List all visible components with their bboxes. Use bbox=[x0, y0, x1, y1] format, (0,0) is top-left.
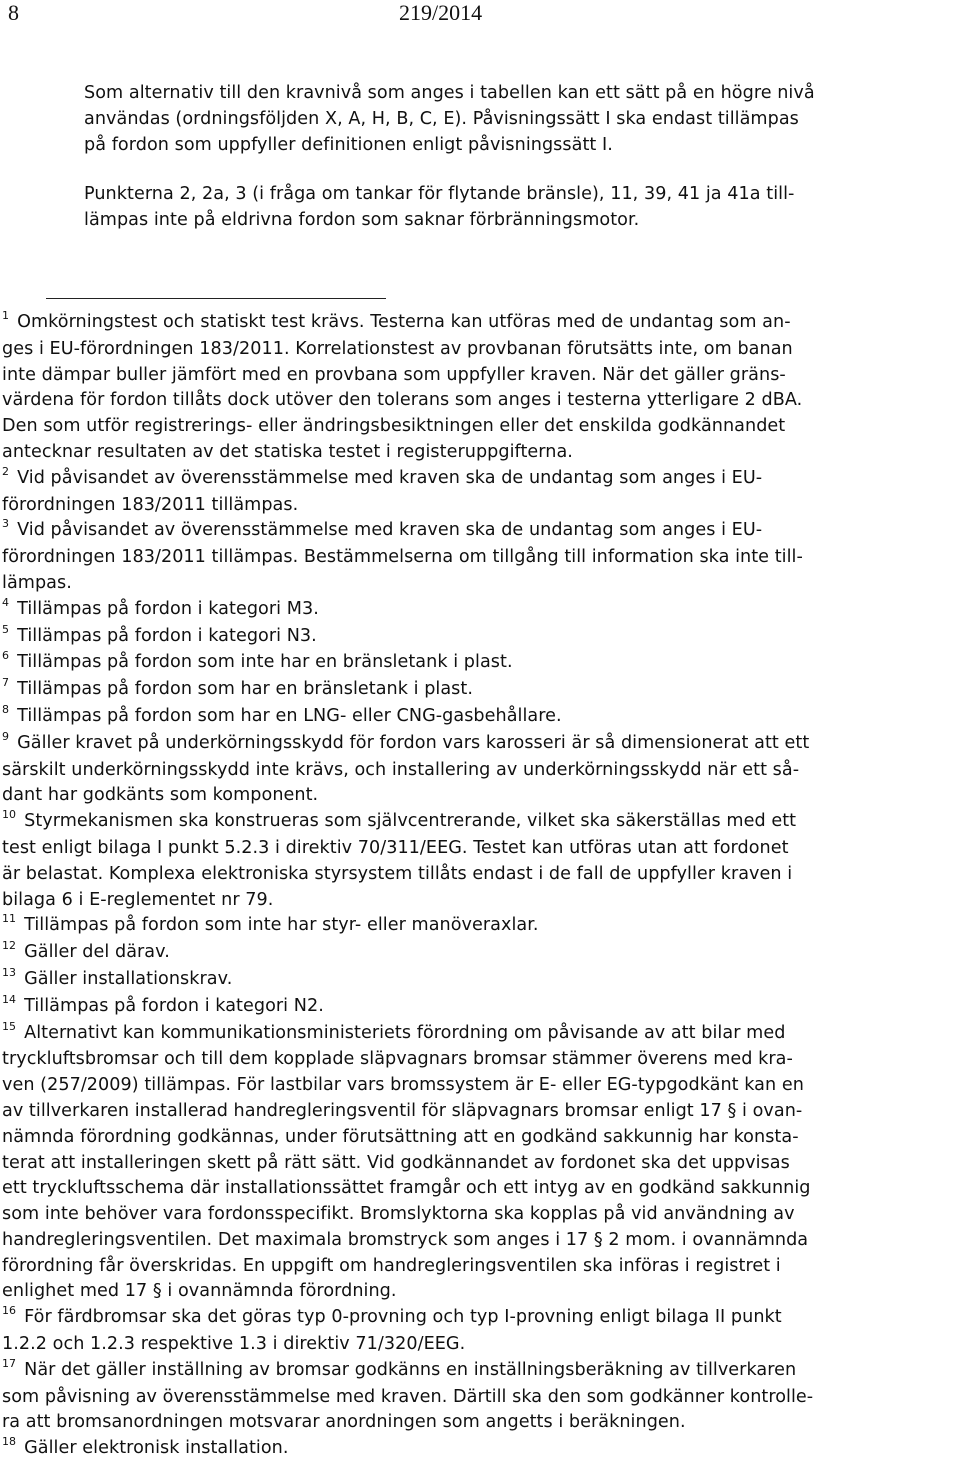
footnote-line bbox=[2, 1410, 952, 1436]
footnotes-section bbox=[2, 310, 952, 1463]
footnote-number: 5 bbox=[2, 622, 10, 636]
footnote-text: Tillämpas på fordon som har en LNG- eller CNG-gasbehållare. bbox=[17, 705, 562, 726]
footnote bbox=[2, 940, 952, 967]
footnote-text: enlighet med 17 § i ovannämnda förordning. bbox=[2, 1281, 397, 1302]
footnote-line bbox=[2, 363, 952, 389]
footnote-text: Tillämpas på fordon i kategori N3. bbox=[17, 625, 317, 646]
footnote-line bbox=[2, 1151, 952, 1177]
footnote-text: ra att bromsanordningen motsvarar anordningen som angetts i beräkningen. bbox=[2, 1412, 686, 1433]
footnote-text: För färdbromsar ska det göras typ 0-provning och typ I-provning enligt bilaga II punkt bbox=[24, 1307, 782, 1328]
footnote-separator bbox=[46, 298, 386, 299]
footnote-line bbox=[2, 518, 952, 545]
footnote-text: Tillämpas på fordon som har en bränsletank i plast. bbox=[17, 679, 473, 700]
footnote bbox=[2, 624, 952, 651]
paragraph-line: Punkterna 2, 2a, 3 (i fråga om tankar för flytande bränsle), 11, 39, 41 ja 41a till- bbox=[84, 184, 795, 204]
footnote-line bbox=[2, 597, 952, 624]
document-id: 219/2014 bbox=[399, 0, 483, 25]
footnote-text: Gäller kravet på underkörningsskydd för fordon vars karosseri är så dimensionerat att ett bbox=[17, 732, 810, 753]
footnote-line bbox=[2, 1228, 952, 1254]
footnote-number: 6 bbox=[2, 649, 10, 663]
footnote-line bbox=[2, 493, 952, 519]
footnote-text: Gäller installationskrav. bbox=[24, 968, 233, 989]
footnote-text: ett tryckluftsschema där installationssättet framgår och ett intyg av en godkänd sakkunnig bbox=[2, 1178, 811, 1199]
footnote-line bbox=[2, 758, 952, 784]
footnote-text: Alternativt kan kommunikationsministeriets förordning om påvisande av att bilar med bbox=[24, 1022, 786, 1043]
footnote-number: 16 bbox=[2, 1304, 17, 1318]
footnote-text: terat att installeringen skett på rätt sätt. Vid godkännandet av fordonet ska det uppvisas bbox=[2, 1152, 790, 1173]
footnote-number: 3 bbox=[2, 517, 10, 531]
footnote-number: 18 bbox=[2, 1435, 17, 1449]
footnote-text: är belastat. Komplexa elektroniska styrsystem tillåts endast i de fall de uppfyller kraven i bbox=[2, 863, 793, 884]
footnote-line bbox=[2, 337, 952, 363]
footnote-text: som inte behöver vara fordonsspecifikt. Bromslyktorna ska kopplas på vid användning av bbox=[2, 1204, 795, 1225]
footnote bbox=[2, 1305, 952, 1358]
footnote-text: Styrmekanismen ska konstrueras som självcentrerande, vilket ska säkerställas med ett bbox=[24, 811, 797, 832]
footnote-line bbox=[2, 1385, 952, 1411]
footnote bbox=[2, 994, 952, 1021]
footnote-line bbox=[2, 414, 952, 440]
footnote bbox=[2, 913, 952, 940]
footnote bbox=[2, 677, 952, 704]
footnote-number: 17 bbox=[2, 1356, 17, 1370]
footnote-text: värdena för fordon tillåts dock utöver den tolerans som anges i testerna ytterligare 2 dBA. bbox=[2, 390, 803, 411]
footnote-line bbox=[2, 1099, 952, 1125]
footnote-text: Vid påvisandet av överensstämmelse med kraven ska de undantag som anges i EU- bbox=[17, 467, 763, 488]
footnote-text: Tillämpas på fordon i kategori M3. bbox=[17, 598, 319, 619]
footnote-number: 12 bbox=[2, 939, 17, 953]
footnote bbox=[2, 967, 952, 994]
footnote-line bbox=[2, 1305, 952, 1332]
footnote-number: 1 bbox=[2, 309, 10, 322]
footnote-line bbox=[2, 967, 952, 994]
footnote-text: Gäller del därav. bbox=[24, 942, 170, 963]
footnote-text: lämpas. bbox=[2, 572, 72, 593]
footnote-number: 2 bbox=[2, 464, 10, 478]
footnote-text: 1.2.2 och 1.2.3 respektive 1.3 i direktiv 71/320/EEG. bbox=[2, 1334, 466, 1355]
footnote-line bbox=[2, 466, 952, 493]
footnote-text: Tillämpas på fordon som inte har styr- eller manöveraxlar. bbox=[24, 915, 539, 936]
body-paragraph bbox=[84, 182, 944, 234]
footnote-text: nämnda förordning godkännas, under förutsättning att en godkänd sakkunnig har konsta- bbox=[2, 1126, 799, 1147]
footnote-line bbox=[2, 994, 952, 1021]
footnote-line bbox=[2, 1176, 952, 1202]
footnote-line bbox=[2, 440, 952, 466]
footnote-line bbox=[2, 913, 952, 940]
footnote-text: tryckluftsbromsar och till dem kopplade släpvagnars bromsar stämmer överens med kra- bbox=[2, 1049, 793, 1070]
footnote-line bbox=[2, 1332, 952, 1358]
footnote-text: ges i EU-förordningen 183/2011. Korrelationstest av provbanan förutsätts inte, om banan bbox=[2, 338, 793, 359]
footnote-line bbox=[2, 1436, 952, 1463]
footnote bbox=[2, 809, 952, 913]
paragraph-line: Som alternativ till den kravnivå som anges i tabellen kan ett sätt på en högre nivå bbox=[84, 83, 815, 103]
footnote bbox=[2, 1436, 952, 1463]
footnote-line bbox=[2, 731, 952, 758]
footnote-text: förordningen 183/2011 tillämpas. Bestämmelserna om tillgång till information ska inte till- bbox=[2, 547, 803, 568]
footnote-number: 15 bbox=[2, 1019, 17, 1033]
footnote-line bbox=[2, 1254, 952, 1280]
footnote-text: Gäller elektronisk installation. bbox=[24, 1438, 289, 1459]
footnote-line bbox=[2, 388, 952, 414]
footnote-line bbox=[2, 836, 952, 862]
footnote-text: test enligt bilaga I punkt 5.2.3 i direktiv 70/311/EEG. Testet kan utföras utan att fordonet bbox=[2, 837, 789, 858]
footnote-text: antecknar resultaten av det statiska testet i registeruppgifterna. bbox=[2, 441, 573, 462]
footnote bbox=[2, 466, 952, 519]
footnote-text: handregleringsventilen. Det maximala bromstryck som anges i 17 § 2 mom. i ovannämnda bbox=[2, 1229, 809, 1250]
footnote-line bbox=[2, 1358, 952, 1385]
footnote-line bbox=[2, 545, 952, 571]
footnote-text: särskilt underkörningsskydd inte krävs, och installering av underkörningsskydd när ett så- bbox=[2, 759, 800, 780]
footnote-line bbox=[2, 783, 952, 809]
footnote-number: 10 bbox=[2, 808, 17, 822]
footnote-text: Tillämpas på fordon som inte har en bränsletank i plast. bbox=[17, 652, 513, 673]
body-paragraph bbox=[84, 81, 944, 158]
footnote bbox=[2, 518, 952, 596]
footnote-text: Vid påvisandet av överensstämmelse med kraven ska de undantag som anges i EU- bbox=[17, 520, 763, 541]
footnote-text: Den som utför registrerings- eller ändringsbesiktningen eller det enskilda godkännandet bbox=[2, 416, 786, 437]
footnote-text: inte dämpar buller jämfört med en provbana som uppfyller kraven. När det gäller gräns- bbox=[2, 364, 786, 385]
footnote-text: förordning får överskridas. En uppgift om handregleringsventilen ska införas i registret i bbox=[2, 1255, 781, 1276]
footnote-line bbox=[2, 310, 952, 337]
footnote-text: Omkörningstest och statiskt test krävs. Testerna kan utföras med de undantag som an- bbox=[17, 312, 791, 332]
footnote bbox=[2, 1358, 952, 1436]
footnote-number: 7 bbox=[2, 676, 10, 690]
paragraph-line: lämpas inte på eldrivna fordon som saknar förbränningsmotor. bbox=[84, 209, 640, 230]
footnote bbox=[2, 731, 952, 809]
footnote-line bbox=[2, 862, 952, 888]
footnote-number: 13 bbox=[2, 965, 17, 979]
footnote bbox=[2, 597, 952, 624]
footnote-line bbox=[2, 1125, 952, 1151]
paragraph-line: användas (ordningsföljden X, A, H, B, C, E). Påvisningssätt I ska endast tillämpas bbox=[84, 108, 799, 129]
footnote-line bbox=[2, 1202, 952, 1228]
footnote-line bbox=[2, 940, 952, 967]
footnote-text: ven (257/2009) tillämpas. För lastbilar vars bromssystem är E- eller EG-typgodkänt kan en bbox=[2, 1075, 804, 1096]
footnote bbox=[2, 310, 952, 466]
footnote-text: förordningen 183/2011 tillämpas. bbox=[2, 494, 299, 515]
footnote-text: av tillverkaren installerad handregleringsventil för släpvagnars bromsar enligt 17 § i ovan- bbox=[2, 1100, 803, 1121]
footnote-number: 11 bbox=[2, 912, 17, 926]
footnote-number: 9 bbox=[2, 729, 10, 743]
footnote-line bbox=[2, 809, 952, 836]
page-number: 8 bbox=[8, 0, 19, 25]
footnote-line bbox=[2, 1279, 952, 1305]
footnote-line bbox=[2, 1073, 952, 1099]
footnote-line bbox=[2, 704, 952, 731]
footnote-number: 4 bbox=[2, 595, 10, 609]
footnote bbox=[2, 1021, 952, 1306]
footnote-line bbox=[2, 624, 952, 651]
footnote-text: När det gäller inställning av bromsar godkänns en inställningsberäkning av tillverkaren bbox=[24, 1359, 797, 1380]
footnote-number: 14 bbox=[2, 992, 17, 1006]
paragraph-line: på fordon som uppfyller definitionen enligt påvisningssätt I. bbox=[84, 134, 613, 155]
footnote-line bbox=[2, 1021, 952, 1048]
footnote bbox=[2, 650, 952, 677]
page-header bbox=[0, 0, 960, 30]
footnote-text: dant har godkänts som komponent. bbox=[2, 785, 319, 806]
footnote-line bbox=[2, 571, 952, 597]
footnote-line bbox=[2, 1047, 952, 1073]
footnote bbox=[2, 704, 952, 731]
footnote-line bbox=[2, 677, 952, 704]
footnote-text: som påvisning av överensstämmelse med kraven. Därtill ska den som godkänner kontrolle- bbox=[2, 1386, 814, 1407]
footnote-text: bilaga 6 i E-reglementet nr 79. bbox=[2, 889, 274, 910]
footnote-number: 8 bbox=[2, 702, 10, 716]
footnote-text: Tillämpas på fordon i kategori N2. bbox=[24, 995, 324, 1016]
footnote-line bbox=[2, 888, 952, 914]
footnote-line bbox=[2, 650, 952, 677]
